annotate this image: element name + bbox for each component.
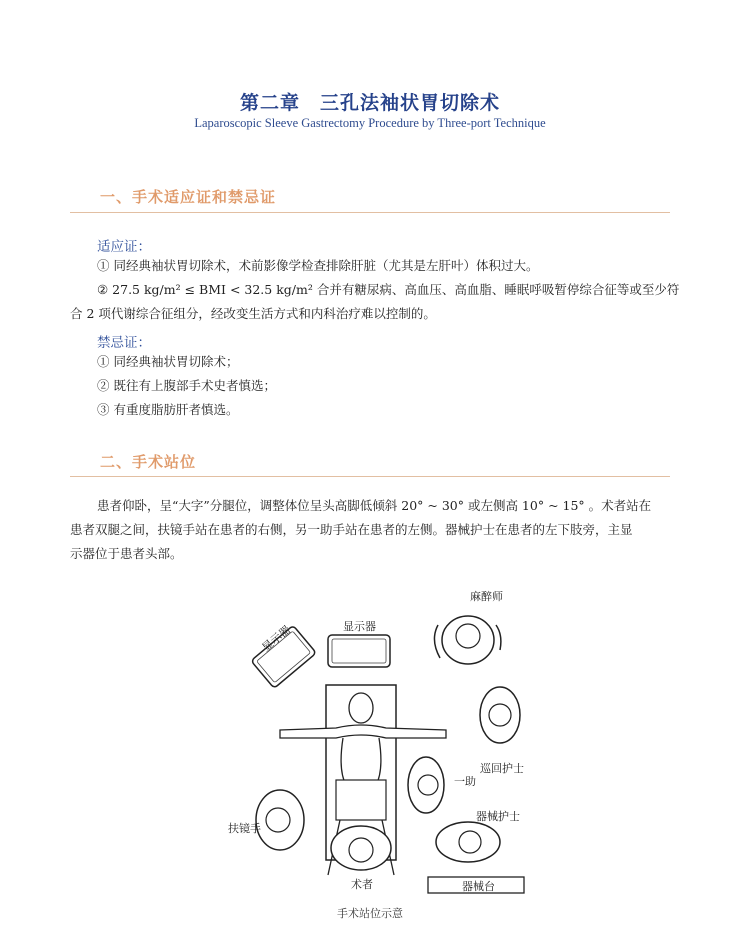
label-anesthesiologist: 麻醉师 [470,590,503,603]
label-monitor-left: 显示器 [259,623,294,655]
surgeon-figure [331,826,391,870]
label-instrument-table: 器械台 [462,880,495,893]
diagram-caption: 手术站位示意 [337,907,403,920]
label-first-assistant: 一助 [454,775,476,788]
indications-label: 适应证： [97,239,151,255]
indication-item-2-cont: 合 2 项代谢综合征组分，经改变生活方式和内科治疗难以控制的。 [70,306,436,321]
section-divider [70,212,670,213]
circulating-nurse-figure [480,687,520,743]
indication-item-2: ② 27.5 kg/m² ≤ BMI < 32.5 kg/m² 合并有糖尿病、高血压、高血脂、睡眠呼吸暂停综合征等或至少符 [97,282,680,297]
label-circulating-nurse: 巡回护士 [480,762,524,775]
monitor-top [328,635,390,667]
contraindication-item-2: ② 既往有上腹部手术史者慎选； [97,378,276,393]
indication-item-1: ① 同经典袖状胃切除术，术前影像学检查排除肝脏（尤其是左肝叶）体积过大。 [97,258,539,273]
chapter-title: 第二章 三孔法袖状胃切除术 [239,92,500,114]
section-divider [70,476,670,477]
contraindication-item-1: ① 同经典袖状胃切除术； [97,354,239,369]
camera-holder-figure [256,790,304,850]
contraindications-label: 禁忌证： [97,335,151,351]
first-assistant-figure [408,757,444,813]
label-monitor-top: 显示器 [343,620,376,633]
label-surgeon: 术者 [351,878,373,891]
chapter-subtitle: Laparoscopic Sleeve Gastrectomy Procedure by Three-port Technique [194,116,546,130]
label-camera-holder: 扶镜手 [228,822,261,835]
label-scrub-nurse: 器械护士 [476,810,520,823]
section-heading-indications: 一、手术适应证和禁忌证 [100,188,277,206]
section-heading-positions: 二、手术站位 [100,453,197,471]
or-positioning-diagram [218,580,538,900]
positions-paragraph-line-3: 示器位于患者头部。 [70,546,183,561]
positions-paragraph-line-1: 患者仰卧，呈“大字”分腿位，调整体位呈头高脚低倾斜 20° ~ 30° 或左侧高 10° ~ 15° 。术者站在 [97,498,652,513]
scrub-nurse-figure [436,822,500,862]
positions-paragraph-line-2: 患者双腿之间，扶镜手站在患者的右侧，另一助手站在患者的左侧。器械护士在患者的左下肢旁，主显 [70,522,633,537]
contraindication-item-3: ③ 有重度脂肪肝者慎选。 [97,402,239,417]
anesthesiologist-figure [434,616,500,664]
